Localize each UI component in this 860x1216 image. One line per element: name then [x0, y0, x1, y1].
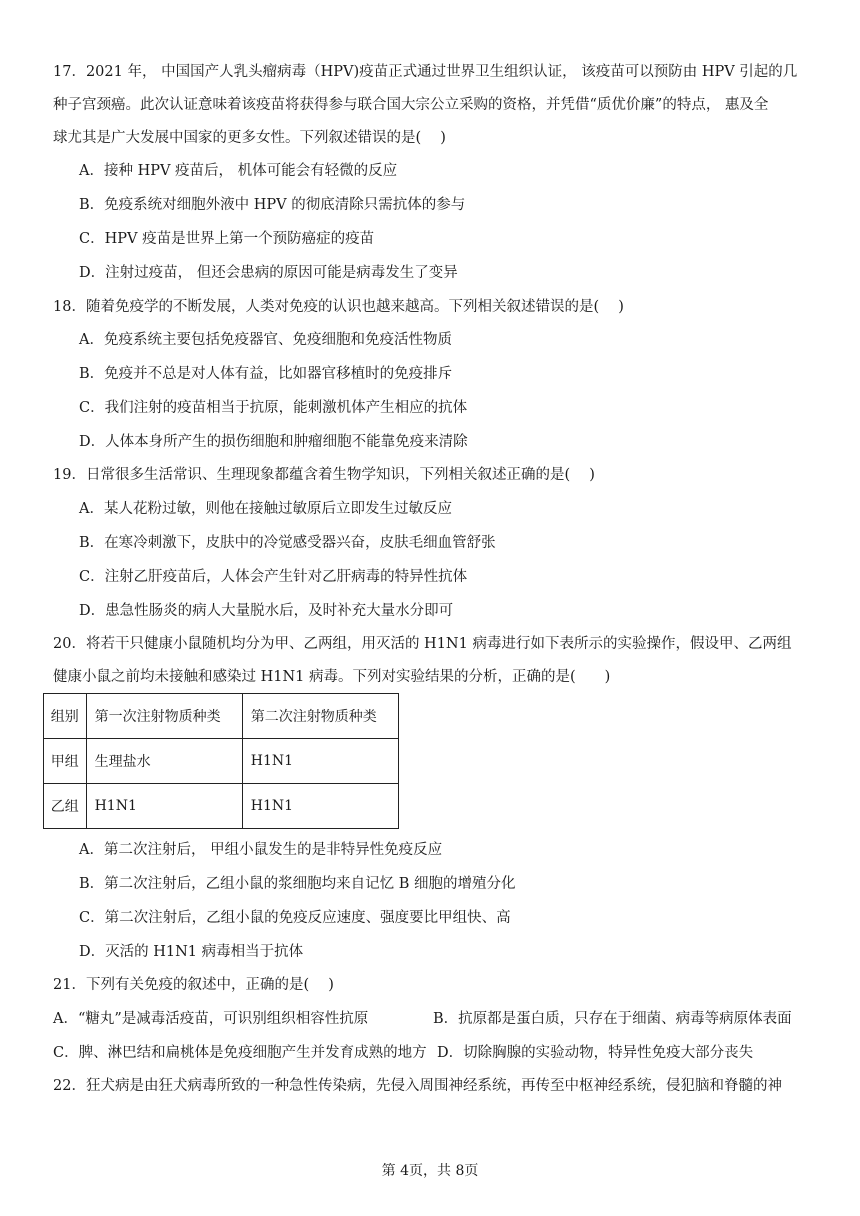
- q17-option-d: D．注射过疫苗， 但还会患病的原因可能是病毒发生了变异: [79, 265, 458, 281]
- q20-option-b: B．第二次注射后，乙组小鼠的浆细胞均来自记忆 B 细胞的增殖分化: [79, 876, 516, 892]
- q19-option-c: C．注射乙肝疫苗后，人体会产生针对乙肝病毒的特异性抗体: [79, 569, 468, 585]
- table-header-cell: 第一次注射物质种类: [86, 694, 242, 739]
- q17-stem-line3: 球尤其是广大发展中国家的更多女性。下列叙述错误的是( ): [53, 130, 446, 146]
- q18-stem: 18．随着免疫学的不断发展，人类对免疫的认识也越来越高。下列相关叙述错误的是( ): [53, 299, 624, 315]
- q22-stem-line1: 22．狂犬病是由狂犬病毒所致的一种急性传染病，先侵入周围神经系统，再传至中枢神经系统，侵犯脑和脊髓的神: [53, 1078, 782, 1094]
- table-cell: 生理盐水: [86, 739, 242, 784]
- q20-option-a: A．第二次注射后， 甲组小鼠发生的是非特异性免疫反应: [79, 842, 443, 858]
- table-cell: H1N1: [242, 784, 398, 829]
- q20-stem-line2: 健康小鼠之前均未接触和感染过 H1N1 病毒。下列对实验结果的分析，正确的是( ): [53, 669, 611, 685]
- q19-option-a: A．某人花粉过敏，则他在接触过敏原后立即发生过敏反应: [79, 501, 452, 517]
- table-cell: 甲组: [44, 739, 87, 784]
- q20-option-c: C．第二次注射后，乙组小鼠的免疫反应速度、强度要比甲组快、高: [79, 910, 511, 926]
- table-header-row: [44, 694, 399, 739]
- q18-option-c: C．我们注射的疫苗相当于抗原，能刺激机体产生相应的抗体: [79, 400, 468, 416]
- q20-stem-line1: 20．将若干只健康小鼠随机均分为甲、乙两组，用灭活的 H1N1 病毒进行如下表所示的实验操作，假设甲、乙两组: [53, 636, 792, 652]
- q17-stem-line1: 17．2021 年， 中国国产人乳头瘤病毒（HPV)疫苗正式通过世界卫生组织认证， 该疫苗可以预防由 HPV 引起的几: [53, 64, 798, 80]
- table-header-cell: 第二次注射物质种类: [242, 694, 398, 739]
- q18-option-d: D．人体本身所产生的损伤细胞和肿瘤细胞不能靠免疫来清除: [79, 434, 468, 450]
- q21-option-b: B．抗原都是蛋白质，只存在于细菌、病毒等病原体表面: [433, 1011, 792, 1027]
- q17-option-b: B．免疫系统对细胞外液中 HPV 的彻底清除只需抗体的参与: [79, 197, 466, 213]
- q19-option-b: B．在寒冷刺激下，皮肤中的冷觉感受器兴奋，皮肤毛细血管舒张: [79, 535, 496, 551]
- q17-option-c: C．HPV 疫苗是世界上第一个预防癌症的疫苗: [79, 231, 375, 247]
- table-row: [44, 784, 399, 829]
- page-number: 第 4页，共 8页: [381, 1163, 479, 1179]
- q20-option-d: D．灭活的 H1N1 病毒相当于抗体: [79, 944, 304, 960]
- table-cell: 乙组: [44, 784, 87, 829]
- q21-stem: 21．下列有关免疫的叙述中，正确的是( ): [53, 977, 334, 993]
- q21-option-d: D．切除胸腺的实验动物，特异性免疫大部分丧失: [437, 1045, 754, 1061]
- q21-option-a: A．“糖丸”是减毒活疫苗，可识别组织相容性抗原: [53, 1011, 369, 1027]
- q21-option-c: C．脾、淋巴结和扁桃体是免疫细胞产生并发育成熟的地方: [53, 1045, 427, 1061]
- table-cell: H1N1: [86, 784, 242, 829]
- q19-stem: 19．日常很多生活常识、生理现象都蕴含着生物学知识，下列相关叙述正确的是( ): [53, 467, 595, 483]
- table-row: [44, 739, 399, 784]
- q17-option-a: A．接种 HPV 疫苗后， 机体可能会有轻微的反应: [79, 163, 398, 179]
- q18-option-a: A．免疫系统主要包括免疫器官、免疫细胞和免疫活性物质: [79, 332, 452, 348]
- q19-option-d: D．患急性肠炎的病人大量脱水后，及时补充大量水分即可: [79, 603, 454, 619]
- q17-stem-line2: 种子宫颈癌。此次认证意味着该疫苗将获得参与联合国大宗公立采购的资格，并凭借“质优价廉”的特点， 惠及全: [53, 97, 769, 113]
- table-cell: H1N1: [242, 739, 398, 784]
- experiment-table: [43, 693, 399, 829]
- q18-option-b: B．免疫并不总是对人体有益，比如器官移植时的免疫排斥: [79, 366, 453, 382]
- table-header-cell: 组别: [44, 694, 87, 739]
